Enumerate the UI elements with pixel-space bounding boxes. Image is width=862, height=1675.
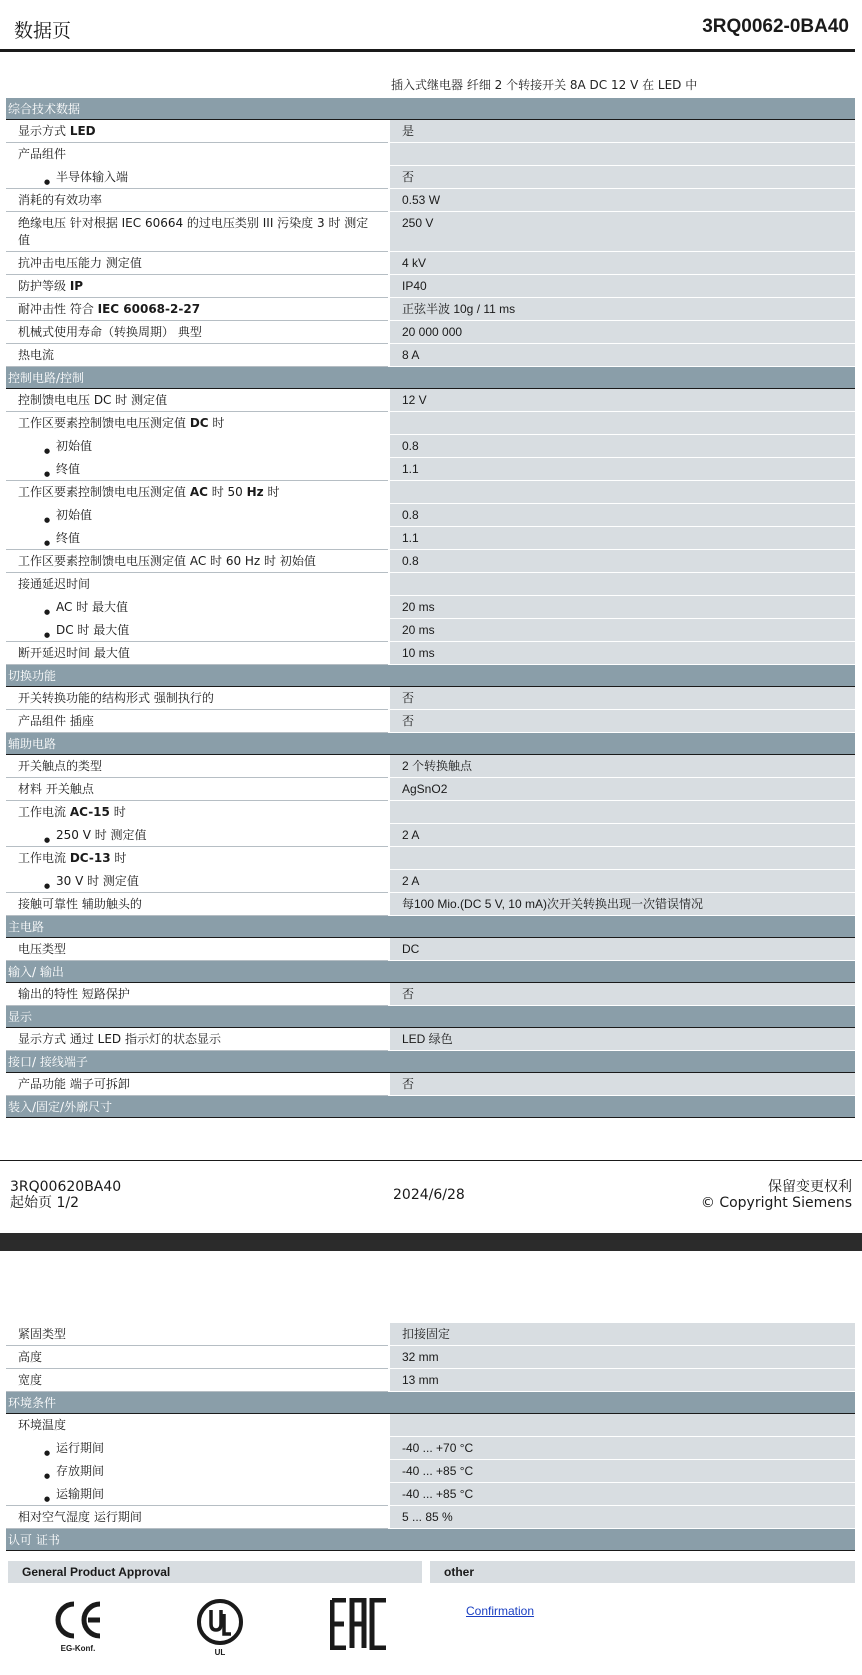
- section-display: 显示: [6, 1006, 855, 1028]
- section-aux: 辅助电路: [6, 733, 855, 755]
- table-row: ● 存放期间 -40 ... +85 °C: [6, 1460, 855, 1483]
- table-row: 材料 开关触点 AgSnO2: [6, 778, 855, 801]
- table-row: ● 运输期间 -40 ... +85 °C: [6, 1483, 855, 1506]
- approval-table-header: [8, 1561, 855, 1583]
- table-row: 宽度 13 mm: [6, 1369, 855, 1392]
- table-row: ● 30 V 时 测定值 2 A: [6, 870, 855, 893]
- table-row: 电压类型 DC: [6, 938, 855, 961]
- ce-mark-icon: [50, 1598, 106, 1642]
- section-interface: 接口/ 接线端子: [6, 1051, 855, 1073]
- section-env: 环境条件: [6, 1392, 855, 1414]
- confirmation-link[interactable]: Confirmation: [466, 1604, 535, 1618]
- table-row: 工作电流 DC-13 时: [6, 847, 855, 870]
- table-row: 工作区要素控制馈电电压测定值 AC 时 50 Hz 时: [6, 481, 855, 504]
- table-row: 控制馈电电压 DC 时 测定值 12 V: [6, 389, 855, 412]
- table-row: 工作区要素控制馈电电压测定值 DC 时: [6, 412, 855, 435]
- table-row: 接触可靠性 辅助触头的 每100 Mio.(DC 5 V, 10 mA)次开关转换出现一次错误情况: [6, 893, 855, 916]
- table-row: 产品组件 插座 否: [6, 710, 855, 733]
- footer-date: 2024/6/28: [393, 1187, 465, 1203]
- table-row: ● DC 时 最大值 20 ms: [6, 619, 855, 642]
- table-row: 显示方式 通过 LED 指示灯的状态显示 LED 绿色: [6, 1028, 855, 1051]
- ce-mark: [50, 1598, 106, 1653]
- footer-page-number: 起始页 1/2: [10, 1195, 79, 1211]
- page-header: [0, 0, 855, 52]
- table-row: 开关转换功能的结构形式 强制执行的 否: [6, 687, 855, 710]
- table-row: 产品功能 端子可拆卸 否: [6, 1073, 855, 1096]
- eac-mark-icon: [330, 1598, 390, 1650]
- table-row: ● 运行期间 -40 ... +70 °C: [6, 1437, 855, 1460]
- table-row: ● 250 V 时 测定值 2 A: [6, 824, 855, 847]
- table-row: 接通延迟时间: [6, 573, 855, 596]
- footer-rights: 保留变更权利: [768, 1179, 852, 1195]
- ul-mark: [196, 1598, 244, 1657]
- table-row: 绝缘电压 针对根据 IEC 60664 的过电压类别 III 污染度 3 时 测定值 250 V: [6, 212, 855, 252]
- page-separator: [0, 1233, 862, 1251]
- footer-copyright: © Copyright Siemens: [700, 1195, 852, 1211]
- table-row: 高度 32 mm: [6, 1346, 855, 1369]
- table-row: 耐冲击性 符合 IEC 60068-2-27 正弦半波 10g / 11 ms: [6, 298, 855, 321]
- eac-mark: [330, 1598, 390, 1650]
- table-row: 相对空气湿度 运行期间 5 ... 85 %: [6, 1506, 855, 1529]
- section-mounting: 装入/固定/外廓尺寸: [6, 1096, 855, 1118]
- table-row: 机械式使用寿命（转换周期） 典型 20 000 000: [6, 321, 855, 344]
- table-row: 开关触点的类型 2 个转换触点: [6, 755, 855, 778]
- table-row: 消耗的有效功率 0.53 W: [6, 189, 855, 212]
- table-row: ● 初始值 0.8: [6, 504, 855, 527]
- table-row: 工作电流 AC-15 时: [6, 801, 855, 824]
- table-row: 紧固类型 扣接固定: [6, 1323, 855, 1346]
- table-row: ● 初始值 0.8: [6, 435, 855, 458]
- table-row: ● 半导体输入端 否: [6, 166, 855, 189]
- table-row: ● 终值 1.1: [6, 527, 855, 550]
- footer-part-number: 3RQ00620BA40: [10, 1179, 122, 1195]
- section-cert: 认可 证书: [6, 1529, 855, 1551]
- table-row: 防护等级 IP IP40: [6, 275, 855, 298]
- table-row: 工作区要素控制馈电电压测定值 AC 时 60 Hz 时 初始值 0.8: [6, 550, 855, 573]
- ul-mark-icon: [196, 1598, 244, 1646]
- table-row: ● AC 时 最大值 20 ms: [6, 596, 855, 619]
- ul-caption: UL: [214, 1648, 226, 1657]
- part-number: 3RQ0062-0BA40: [702, 16, 849, 37]
- datasheet-table-page1: [6, 98, 855, 1118]
- product-description: 插入式继电器 纤细 2 个转接开关 8A DC 12 V 在 LED 中: [391, 78, 698, 92]
- ce-caption: EG-Konf.: [60, 1644, 96, 1653]
- approval-col-general: General Product Approval: [8, 1561, 430, 1583]
- table-row: 输出的特性 短路保护 否: [6, 983, 855, 1006]
- table-row: 抗冲击电压能力 测定值 4 kV: [6, 252, 855, 275]
- table-row: ● 终值 1.1: [6, 458, 855, 481]
- table-row: 产品组件: [6, 143, 855, 166]
- section-main: 主电路: [6, 916, 855, 938]
- section-io: 输入/ 输出: [6, 961, 855, 983]
- approval-col-other: other: [444, 1565, 474, 1579]
- page-footer: [0, 1160, 862, 1220]
- page-title: 数据页: [14, 20, 72, 42]
- table-row: 断开延迟时间 最大值 10 ms: [6, 642, 855, 665]
- section-control: 控制电路/控制: [6, 367, 855, 389]
- datasheet-table-page2: [6, 1323, 855, 1551]
- section-switching: 切换功能: [6, 665, 855, 687]
- table-row: 热电流 8 A: [6, 344, 855, 367]
- section-general: 综合技术数据: [6, 98, 855, 120]
- table-row: 显示方式 LED 是: [6, 120, 855, 143]
- table-row: 环境温度: [6, 1414, 855, 1437]
